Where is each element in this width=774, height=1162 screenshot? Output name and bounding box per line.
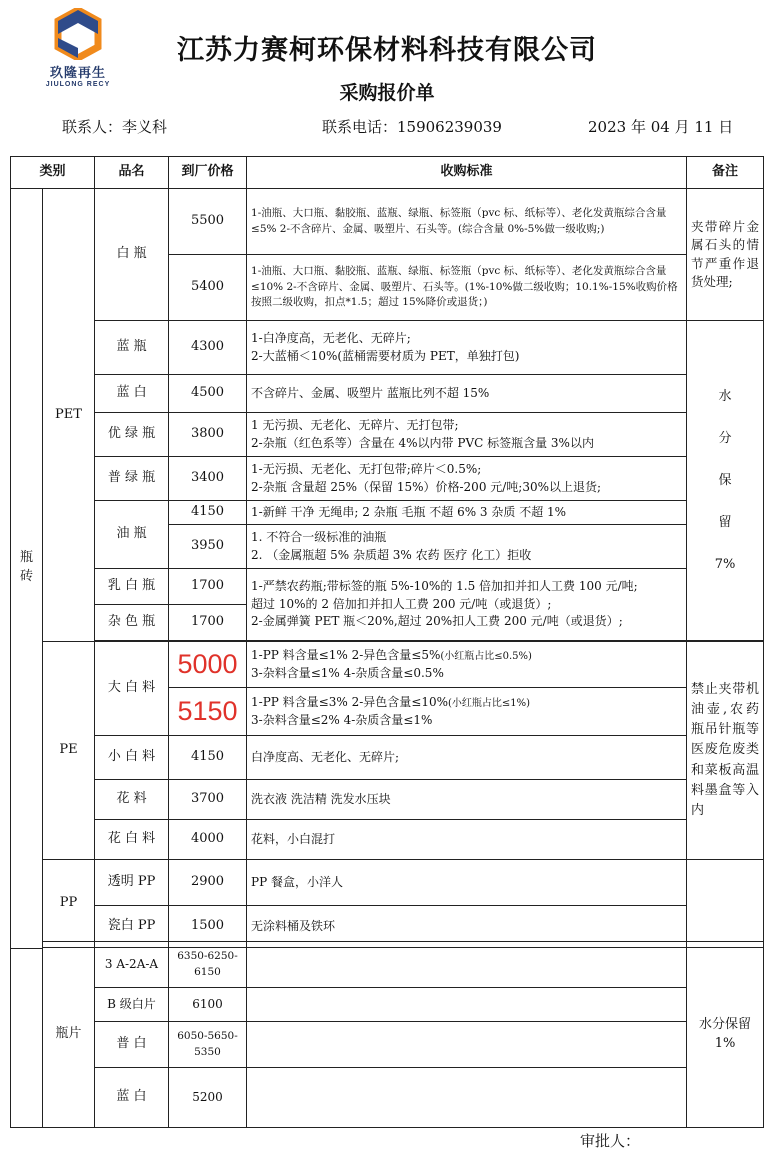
remark-char: 水 xyxy=(718,388,732,404)
table-row xyxy=(11,1022,764,1068)
item-standard-empty xyxy=(247,1022,687,1068)
standard-line: 1. 不符合一级标准的油瓶 xyxy=(251,530,387,545)
item-standard-empty xyxy=(247,942,687,988)
standard-note: (小红瓶占比≤1%) xyxy=(448,698,531,710)
item-standard xyxy=(247,321,687,375)
item-standard: 洗衣液 洗洁精 洗发水压块 xyxy=(247,780,687,820)
standard-text: 1-PP 料含量≤1% 2-异色含量≤5% xyxy=(251,648,441,663)
item-price: 4000 xyxy=(169,820,247,860)
item-price: 3800 xyxy=(169,413,247,457)
standard-line xyxy=(251,647,682,665)
item-standard-empty xyxy=(247,1068,687,1128)
item-name: 白 瓶 xyxy=(95,189,169,321)
standard-line: 3-杂料含量≤1% 4-杂质含量≤0.5% xyxy=(251,665,444,680)
item-standard xyxy=(247,688,687,736)
item-name: 油 瓶 xyxy=(95,501,169,569)
table-row xyxy=(11,375,764,413)
standard-line: 超过 10%的 2 倍加扣并扣人工费 200 元/吨（或退货）; xyxy=(251,596,552,611)
category-char: 砖 xyxy=(19,569,33,585)
table-row xyxy=(11,820,764,860)
item-name: 杂 色 瓶 xyxy=(95,605,169,641)
item-name: 蓝 瓶 xyxy=(95,321,169,375)
standard-line: 2-金属弹簧 PET 瓶＜20%,超过 20%扣人工费 200 元/吨（或退货）; xyxy=(251,614,623,629)
item-price: 4150 xyxy=(169,736,247,780)
item-price: 3700 xyxy=(169,780,247,820)
item-price: 3400 xyxy=(169,457,247,501)
item-name: 普 白 xyxy=(95,1022,169,1068)
approver-label: 审批人： xyxy=(580,1132,641,1150)
standard-line: 3-杂料含量≤2% 4-杂质含量≤1% xyxy=(251,712,433,727)
document-title: 采购报价单 xyxy=(339,82,435,104)
item-name: 蓝 白 xyxy=(95,1068,169,1128)
item-price: 4150 xyxy=(169,501,247,525)
table-row xyxy=(11,569,764,605)
item-price: 1700 xyxy=(169,605,247,641)
item-standard xyxy=(247,457,687,501)
item-price: 2900 xyxy=(169,860,247,906)
item-standard xyxy=(247,525,687,569)
item-name: 蓝 白 xyxy=(95,375,169,413)
item-name: 优 绿 瓶 xyxy=(95,413,169,457)
item-price: 6050-5650-5350 xyxy=(169,1022,247,1068)
item-standard xyxy=(247,413,687,457)
logo-english: JIULONG RECY xyxy=(45,81,111,88)
category-main-cont xyxy=(11,942,43,1128)
table-row xyxy=(11,988,764,1022)
item-name: B 级白片 xyxy=(95,988,169,1022)
flake-table xyxy=(10,941,764,1128)
contact-person: 联系人：李义科 xyxy=(62,118,168,136)
item-standard: 无涂料桶及铁环 xyxy=(247,906,687,948)
item-name: 普 绿 瓶 xyxy=(95,457,169,501)
standard-line: 1-严禁农药瓶;带标签的瓶 5%-10%的 1.5 倍加扣并扣人工费 100 元/吨; xyxy=(251,579,638,594)
item-price-handwritten: 5000 xyxy=(169,642,247,688)
item-standard: 不含碎片、金属、吸塑片 蓝瓶比列不超 15% xyxy=(247,375,687,413)
header-name: 品名 xyxy=(95,157,169,189)
item-name: 乳 白 瓶 xyxy=(95,569,169,605)
standard-line: 2-大蓝桶＜10%(蓝桶需要材质为 PET，单独打包) xyxy=(251,348,520,363)
standard-text: 1-PP 料含量≤3% 2-异色含量≤10% xyxy=(251,695,448,710)
table-row xyxy=(11,736,764,780)
remark-char: 保 xyxy=(718,472,732,488)
remark-2 xyxy=(687,321,764,641)
header-category: 类别 xyxy=(11,157,95,189)
item-standard: 1-油瓶、大口瓶、黏胶瓶、蓝瓶、绿瓶、标签瓶（pvc 标、纸标等）、老化发黄瓶综合含量≤5% 2-不含碎片、金属、吸塑片、石头等。(综合含量 0%-5%做一级收购;) xyxy=(247,189,687,255)
header-price: 到厂价格 xyxy=(169,157,247,189)
logo-chinese: 玖隆再生 xyxy=(49,66,106,81)
item-price: 6100 xyxy=(169,988,247,1022)
table-row xyxy=(11,780,764,820)
item-name: 花 白 料 xyxy=(95,820,169,860)
standard-line: 2-杂瓶 含量超 25%（保留 15%）价格-200 元/吨;30%以上退货; xyxy=(251,479,602,494)
table-row xyxy=(11,413,764,457)
remark-char: 分 xyxy=(718,430,732,446)
standard-line: 1-无污损、无老化、无打包带;碎片＜0.5%; xyxy=(251,462,482,477)
table-row xyxy=(11,457,764,501)
item-price: 3950 xyxy=(169,525,247,569)
company-name: 江苏力赛柯环保材料科技有限公司 xyxy=(177,35,597,66)
remark-4 xyxy=(687,942,764,1128)
item-standard-empty xyxy=(247,988,687,1022)
table-row xyxy=(11,1068,764,1128)
group-flake: 瓶片 xyxy=(43,942,95,1128)
item-price: 1700 xyxy=(169,569,247,605)
remark-char: 留 xyxy=(718,514,732,530)
item-standard: 花料，小白混打 xyxy=(247,820,687,860)
standard-line: 2-杂瓶（红色系等）含量在 4%以内带 PVC 标签瓶含量 3%以内 xyxy=(251,435,594,450)
table-header-row xyxy=(11,157,764,189)
price-table xyxy=(10,156,764,949)
remark-3: 禁止夹带机油壶,农药瓶吊针瓶等医废危废类和菜板高温料墨盒等入内 xyxy=(687,642,764,860)
category-main xyxy=(11,189,43,949)
item-price: 1500 xyxy=(169,906,247,948)
item-standard: 1-油瓶、大口瓶、黏胶瓶、蓝瓶、绿瓶、标签瓶（pvc 标、纸标等）、老化发黄瓶综合含量≤10% 2-不含碎片、金属、吸塑片、石头等。(1%-10%做二级收购；10.1%-15%收购价格按照二级收购，扣点*1.5；超过 15%降价或退货；) xyxy=(247,255,687,321)
header-remark: 备注 xyxy=(687,157,764,189)
item-standard xyxy=(247,642,687,688)
item-price: 5200 xyxy=(169,1068,247,1128)
item-standard: 1-新鲜 干净 无绳串; 2 杂瓶 毛瓶 不超 6% 3 杂质 不超 1% xyxy=(247,501,687,525)
item-price: 6350-6250-6150 xyxy=(169,942,247,988)
item-name: 瓷白 PP xyxy=(95,906,169,948)
remark-line: 水分保留 xyxy=(698,1016,751,1032)
table-row xyxy=(11,321,764,375)
remark-1: 夹带碎片金属石头的情节严重作退货处理; xyxy=(687,189,764,321)
standard-line xyxy=(251,694,682,712)
item-price: 5400 xyxy=(169,255,247,321)
table-row xyxy=(11,642,764,688)
group-pet: PET xyxy=(43,189,95,642)
remark-line: 1% xyxy=(714,1035,736,1051)
table-row xyxy=(11,189,764,255)
table-row xyxy=(11,942,764,988)
remark-empty xyxy=(687,860,764,948)
item-standard xyxy=(247,569,687,641)
category-char: 瓶 xyxy=(19,550,33,566)
standard-line: 1-白净度高，无老化、无碎片; xyxy=(251,331,411,346)
item-standard: PP 餐盒，小洋人 xyxy=(247,860,687,906)
item-name: 大 白 料 xyxy=(95,642,169,736)
item-name: 小 白 料 xyxy=(95,736,169,780)
header-standard: 收购标准 xyxy=(247,157,687,189)
group-pe: PE xyxy=(43,642,95,860)
standard-line: 1 无污损、无老化、无碎片、无打包带; xyxy=(251,418,459,433)
item-name: 透明 PP xyxy=(95,860,169,906)
standard-line: 2. （金属瓶超 5% 杂质超 3% 农药 医疗 化工）拒收 xyxy=(251,547,532,562)
item-price: 4500 xyxy=(169,375,247,413)
item-name: 3 A-2A-A xyxy=(95,942,169,988)
table-row xyxy=(11,501,764,525)
table-row xyxy=(11,860,764,906)
standard-note: (小红瓶占比≤0.5%) xyxy=(440,651,532,663)
remark-char: 7% xyxy=(714,556,736,572)
item-standard: 白净度高、无老化、无碎片; xyxy=(247,736,687,780)
group-pp: PP xyxy=(43,860,95,948)
quote-date: 2023 年 04 月 11 日 xyxy=(588,118,734,136)
item-price: 5500 xyxy=(169,189,247,255)
item-price: 4300 xyxy=(169,321,247,375)
contact-phone: 联系电话：15906239039 xyxy=(322,118,502,136)
item-price-handwritten: 5150 xyxy=(169,688,247,736)
item-name: 花 料 xyxy=(95,780,169,820)
